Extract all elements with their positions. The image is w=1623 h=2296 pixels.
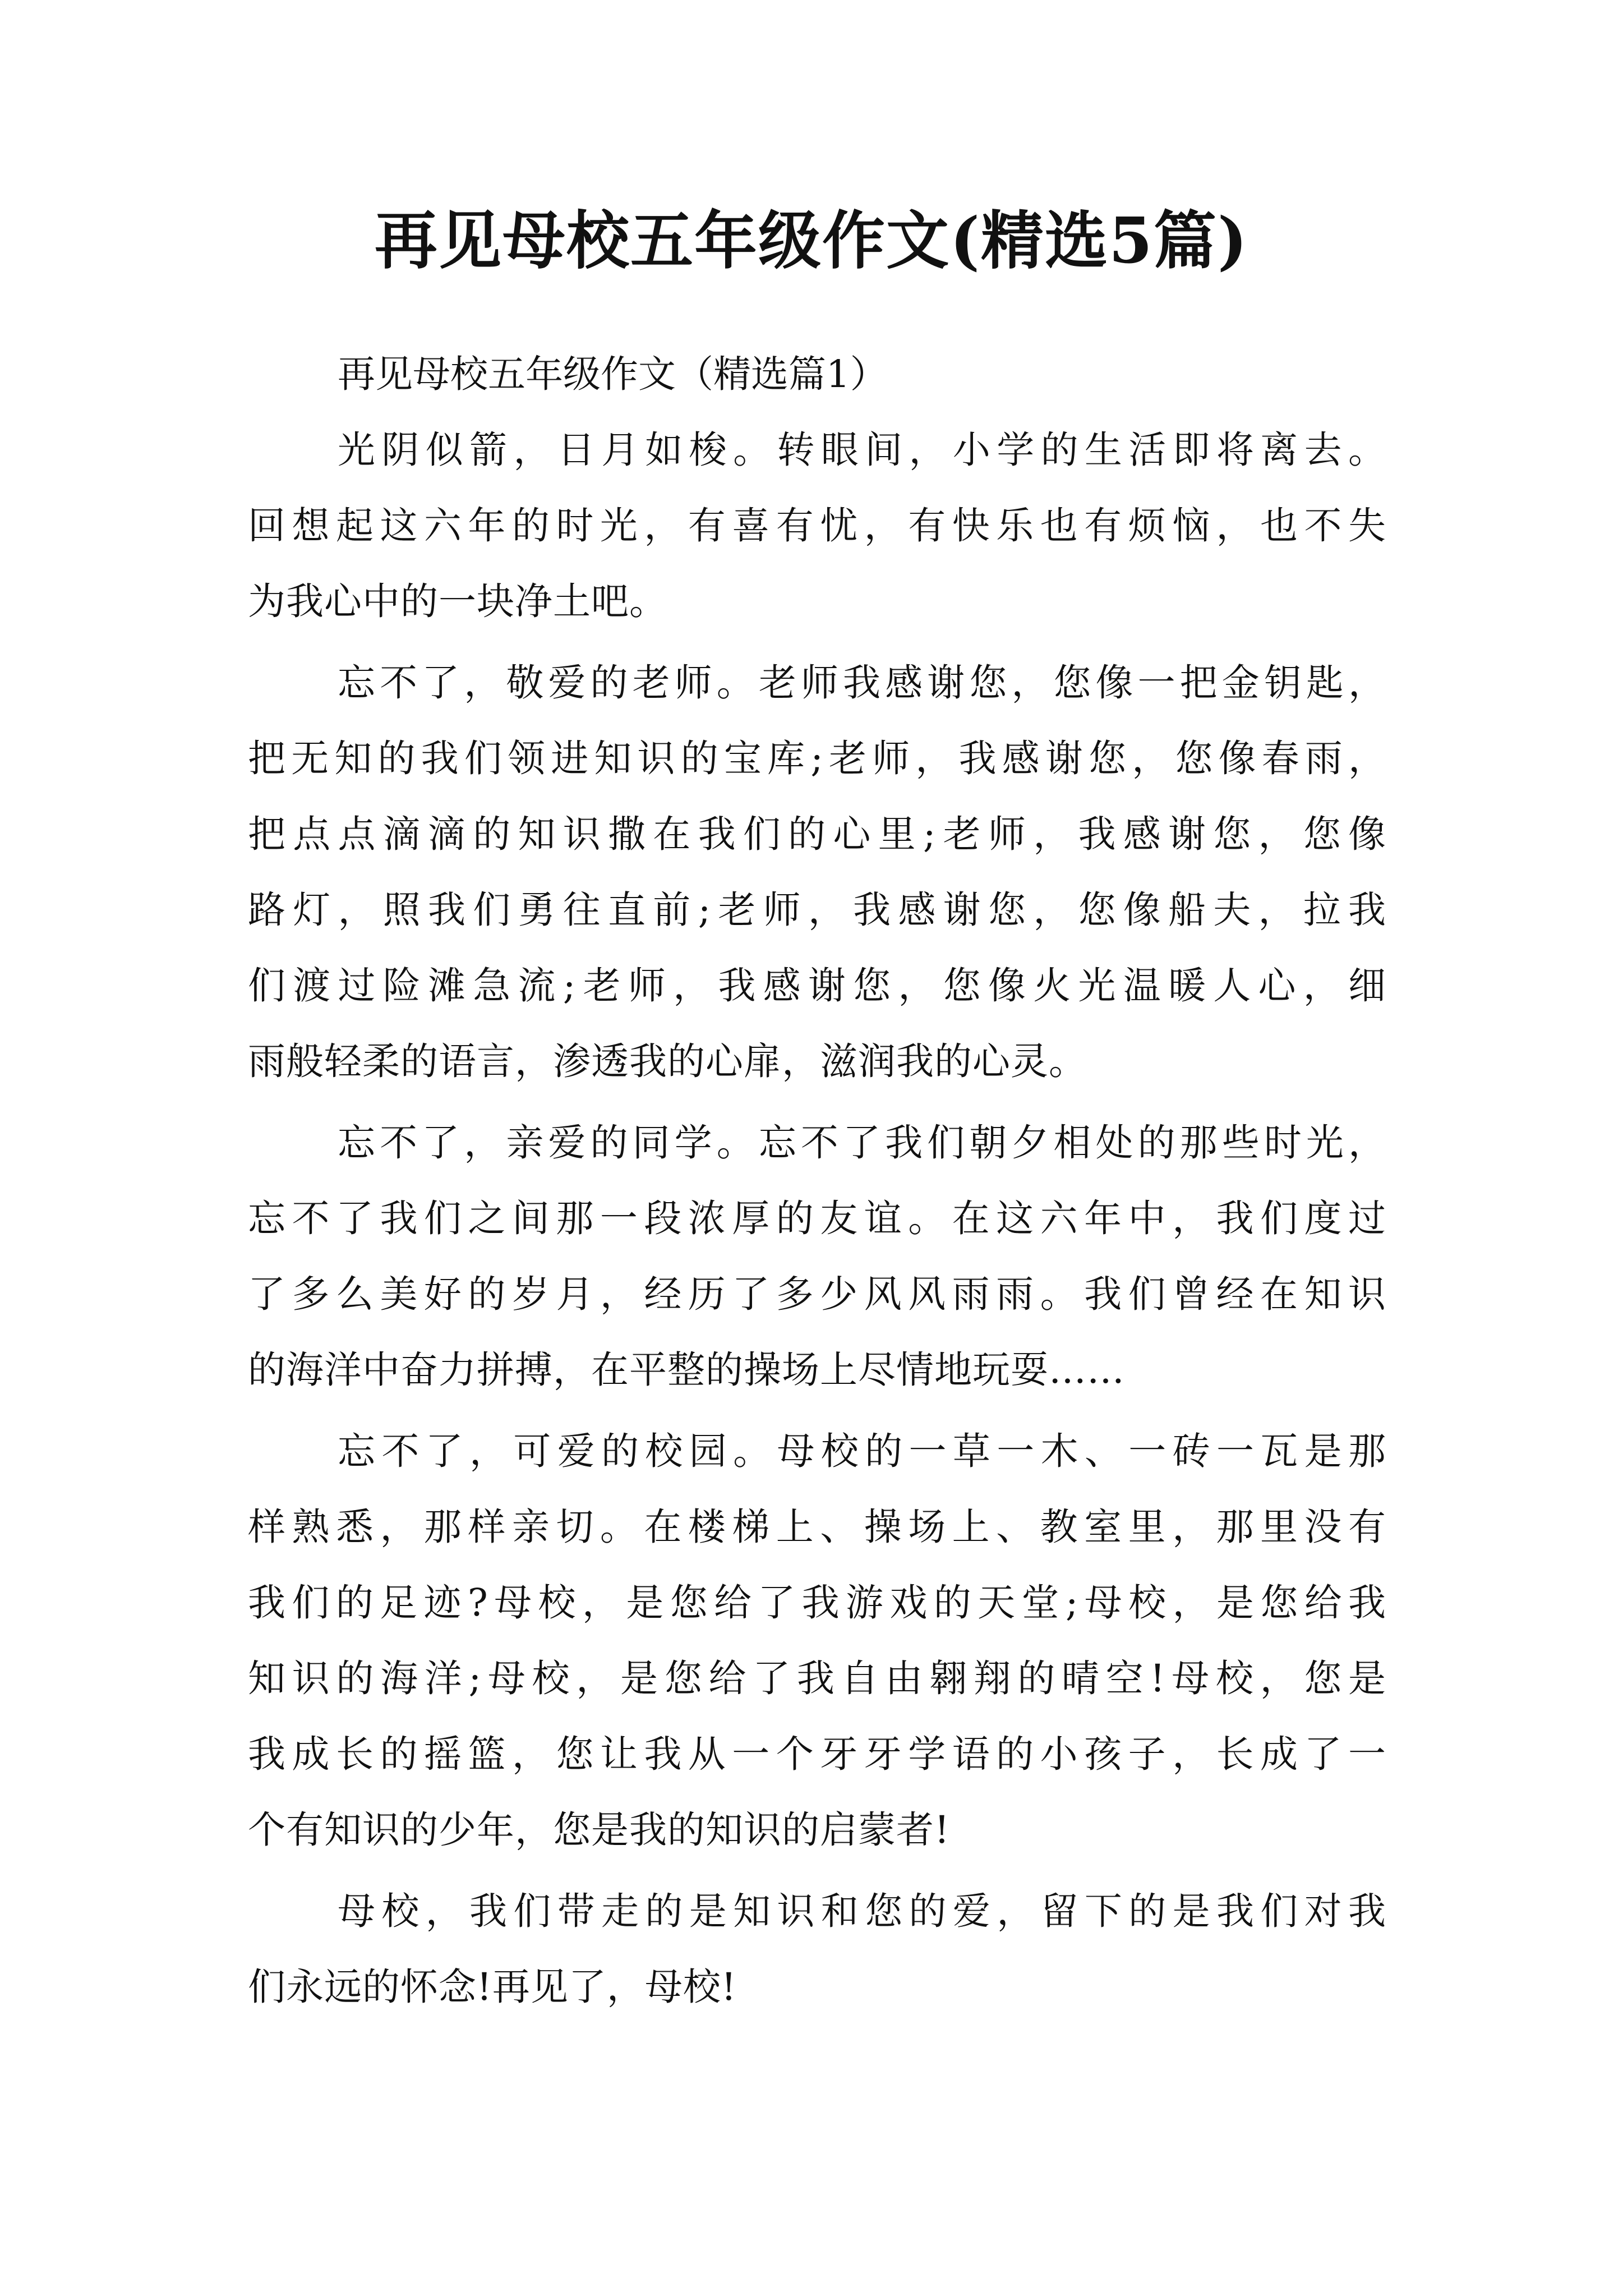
paragraph-line: 把点点滴滴的知识撒在我们的心里;老师，我感谢您，您像 [248, 812, 1386, 856]
section-heading: 再见母校五年级作文（精选篇1） [338, 352, 888, 396]
paragraph-line: 雨般轻柔的语言，渗透我的心扉，滋润我的心灵。 [248, 1039, 1087, 1083]
paragraph-line: 们永远的怀念!再见了，母校! [248, 1965, 737, 2009]
paragraph-1 [248, 412, 1386, 639]
document-title: 再见母校五年级作文(精选5篇) [375, 204, 1248, 278]
paragraph-line: 们渡过险滩急流;老师，我感谢您，您像火光温暖人心，细 [248, 964, 1386, 1007]
paragraph-3 [248, 1105, 1386, 1408]
paragraph-2 [248, 645, 1386, 1099]
paragraph-4 [248, 1414, 1386, 1868]
paragraph-line: 我们的足迹?母校，是您给了我游戏的天堂;母校，是您给我 [248, 1581, 1386, 1625]
paragraph-line: 为我心中的一块净土吧。 [248, 579, 667, 623]
paragraph-line: 母校，我们带走的是知识和您的爱，留下的是我们对我 [338, 1889, 1386, 1933]
paragraph-line: 路灯，照我们勇往直前;老师，我感谢您，您像船夫，拉我 [248, 888, 1386, 932]
paragraph-line: 样熟悉，那样亲切。在楼梯上、操场上、教室里，那里没有 [248, 1505, 1386, 1549]
paragraph-line: 光阴似箭，日月如梭。转眼间，小学的生活即将离去。 [338, 428, 1386, 472]
paragraph-line: 的海洋中奋力拼搏，在平整的操场上尽情地玩耍…… [248, 1348, 1125, 1392]
paragraph-line: 忘不了，可爱的校园。母校的一草一木、一砖一瓦是那 [338, 1429, 1386, 1473]
paragraph-line: 知识的海洋;母校，是您给了我自由翱翔的晴空!母校，您是 [248, 1657, 1386, 1700]
paragraph-5 [248, 1874, 1386, 2025]
paragraph-line: 我成长的摇篮，您让我从一个牙牙学语的小孩子，长成了一 [248, 1732, 1386, 1776]
paragraph-line: 了多么美好的岁月，经历了多少风风雨雨。我们曾经在知识 [248, 1272, 1386, 1316]
paragraph-line: 忘不了我们之间那一段浓厚的友谊。在这六年中，我们度过 [248, 1197, 1386, 1240]
paragraph-line: 把无知的我们领进知识的宝库;老师，我感谢您，您像春雨， [248, 737, 1386, 780]
paragraph-line: 回想起这六年的时光，有喜有忧，有快乐也有烦恼，也不失 [248, 504, 1386, 547]
paragraph-line: 忘不了，敬爱的老师。老师我感谢您，您像一把金钥匙， [338, 661, 1386, 705]
document-body [248, 337, 1386, 2031]
paragraph-line: 个有知识的少年，您是我的知识的启蒙者! [248, 1808, 950, 1852]
paragraph-line: 忘不了，亲爱的同学。忘不了我们朝夕相处的那些时光， [338, 1121, 1386, 1165]
